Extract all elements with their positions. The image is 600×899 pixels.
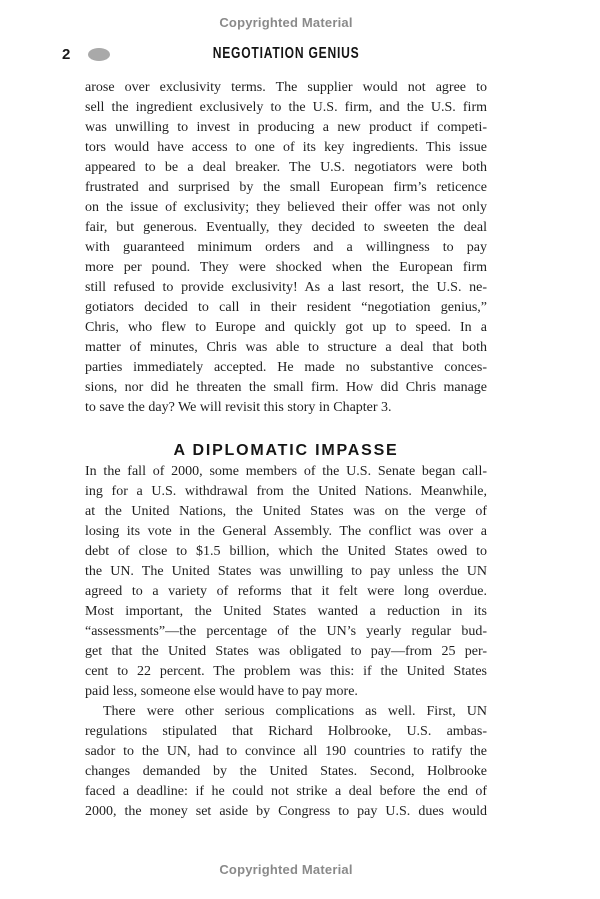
paragraph-complications	[85, 702, 487, 822]
text-line: arose over exclusivity terms. The supplier would not agree to	[85, 80, 487, 95]
text-line: debt of close to $1.5 billion, which the United States owed to	[85, 544, 487, 559]
running-title	[85, 45, 487, 63]
text-line: sador to the UN, had to convince all 190 countries to ratify the	[85, 744, 487, 759]
paragraph-exclusivity-story	[85, 78, 487, 418]
page-number: 2	[62, 46, 71, 63]
running-title-text: NEGOTIATION GENIUS	[212, 45, 360, 62]
page-body	[85, 78, 487, 822]
text-line: matter of minutes, Chris was able to structure a deal that both	[85, 340, 487, 355]
text-line: sell the ingredient exclusively to the U.S. firm, and the U.S. firm	[85, 100, 487, 115]
paragraph-un-impasse	[85, 462, 487, 702]
text-line: parties immediately accepted. He made no substantive conces-	[85, 360, 487, 375]
text-line: “assessments”—the percentage of the UN’s yearly regular bud-	[85, 624, 487, 639]
text-line: the UN. The United States was unwilling to pay unless the UN	[85, 564, 487, 579]
text-line: tors would have access to one of its key ingredients. This issue	[85, 140, 487, 155]
text-line: fair, but generous. Eventually, they decided to sweeten the deal	[85, 220, 487, 235]
text-line: Most important, the United States wanted a reduction in its	[85, 604, 487, 619]
copyright-watermark-bottom: Copyrighted Material	[219, 862, 353, 877]
text-line: more per pound. They were shocked when the European firm	[85, 260, 487, 275]
text-line: get that the United States was obligated to pay—from 25 per-	[85, 644, 487, 659]
text-line: changes demanded by the United States. Second, Holbrooke	[85, 764, 487, 779]
text-line: appeared to be a deal breaker. The U.S. negotiators were both	[85, 160, 487, 175]
text-line: losing its vote in the General Assembly. The conflict was over a	[85, 524, 487, 539]
text-line: frustrated and surprised by the small European firm’s reticence	[85, 180, 487, 195]
text-line: with guaranteed minimum orders and a willingness to pay	[85, 240, 487, 255]
text-line: 2000, the money set aside by Congress to pay U.S. dues would	[85, 804, 487, 819]
text-line: at the United Nations, the United States was on the verge of	[85, 504, 487, 519]
text-line: There were other serious complications as well. First, UN	[103, 704, 487, 719]
text-line: ing for a U.S. withdrawal from the United Nations. Meanwhile,	[85, 484, 487, 499]
text-line: gotiators decided to call in their resident “negotiation genius,”	[85, 300, 487, 315]
section-heading: A DIPLOMATIC IMPASSE	[173, 442, 399, 459]
text-line: was unwilling to invest in producing a new product if competi-	[85, 120, 487, 135]
text-line: paid less, someone else would have to pay more.	[85, 684, 358, 699]
copyright-watermark-top: Copyrighted Material	[219, 15, 353, 30]
text-line: In the fall of 2000, some members of the U.S. Senate began call-	[85, 464, 487, 479]
text-line: faced a deadline: if he could not strike a deal before the end of	[85, 784, 487, 799]
text-line: cent to 22 percent. The problem was this: if the United States	[85, 664, 487, 679]
text-line: on the issue of exclusivity; they believed their offer was not only	[85, 200, 487, 215]
text-line: regulations stipulated that Richard Holbrooke, U.S. ambas-	[85, 724, 487, 739]
text-line: sions, nor did he threaten the small firm. How did Chris manage	[85, 380, 487, 395]
text-line: agreed to a variety of reforms that it felt were long overdue.	[85, 584, 487, 599]
text-line: Chris, who flew to Europe and quickly got up to speed. In a	[85, 320, 487, 335]
text-line: to save the day? We will revisit this story in Chapter 3.	[85, 400, 392, 415]
text-line: still refused to provide exclusivity! As a last resort, the U.S. ne-	[85, 280, 487, 295]
